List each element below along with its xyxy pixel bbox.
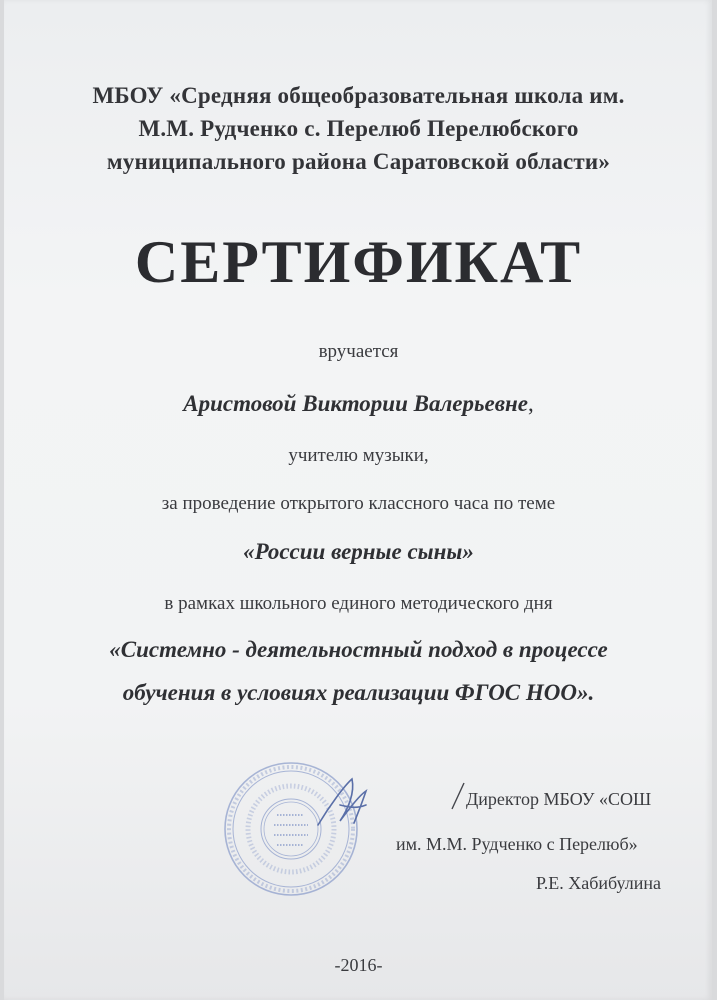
framework-text: в рамках школьного единого методического дня xyxy=(164,593,553,614)
certificate-year: -2016- xyxy=(334,955,383,975)
certificate-title: СЕРТИФИКАТ xyxy=(134,229,583,295)
director-title-line-2: им. М.М. Рудченко с Перелюб» xyxy=(396,834,638,854)
director-name: Р.Е. Хабибулина xyxy=(536,873,661,893)
school-header-line-3: муниципального района Саратовской области» xyxy=(106,149,611,174)
director-signature-scribble xyxy=(300,765,410,845)
director-title-line-1: Директор МБОУ «СОШ xyxy=(466,789,652,809)
school-header-line-1: МБОУ «Средняя общеобразовательная школа им. xyxy=(92,83,625,108)
signature-stroke-mark xyxy=(448,781,468,811)
theme-line-2: обучения в условиях реализации ФГОС НОО». xyxy=(122,680,595,705)
recipient-name: Аристовой Виктории Валерьевне xyxy=(183,391,528,416)
school-header-line-2: М.М. Рудченко с. Перелюб Перелюбского xyxy=(138,116,579,141)
topic-title: «России верные сыны» xyxy=(243,539,474,564)
recipient-comma: , xyxy=(527,391,534,416)
awarded-text: вручается xyxy=(318,341,399,362)
theme-line-1: «Системно - деятельностный подход в процессе xyxy=(109,637,608,662)
recipient-line xyxy=(0,391,717,417)
position-text: учителю музыки, xyxy=(288,445,429,466)
reason-text: за проведение открытого классного часа по теме xyxy=(161,493,556,514)
